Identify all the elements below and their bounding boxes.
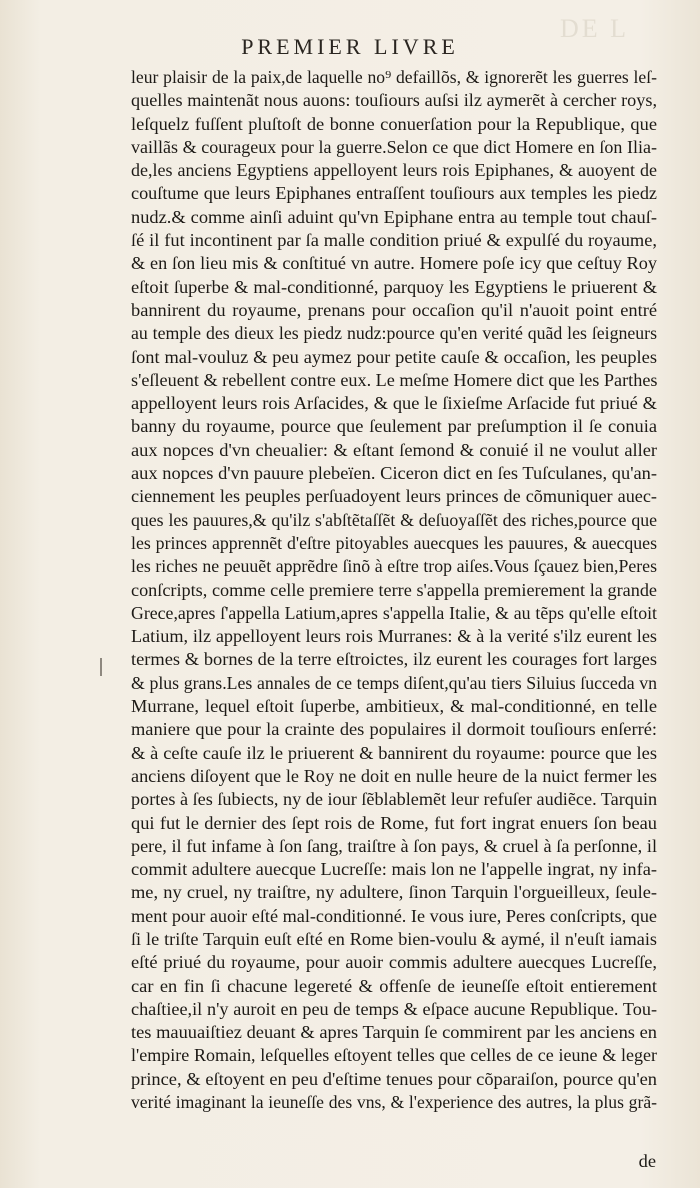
- text-line: car en fin ſi chacune legereté & offenſe de ieuneſſe eſtoit entierement: [131, 975, 657, 996]
- text-line: ſi le triſte Tarquin euſt eſté en Rome bien-voulu & aymé, il n'euſt iamais: [131, 928, 657, 949]
- text-line: ſé il fut incontinent par ſa malle condition priué & expulſé du royaume,: [131, 230, 657, 251]
- text-line: nudz.& comme ainſi aduint qu'vn Epiphane entra au temple tout chauſ-: [131, 206, 657, 227]
- margin-mark: [100, 658, 102, 676]
- text-line: quelles maintenãt nous auons: touſiours auſsi ilz aymerẽt à cercher roys,: [131, 90, 657, 111]
- text-line: leſquelz fuſſent pluſtoſt de bonne conuerſation pour la Republique, que: [131, 113, 657, 134]
- text-line: bannirent du royaume, prenans pour occaſion qu'il n'auoit point entré: [131, 299, 657, 320]
- text-line: Latium, ilz appelloyent leurs rois Murranes: & à la verité s'ilz eurent les: [131, 626, 657, 647]
- text-line: s'eſleuent & rebellent contre eux. Le meſme Homere dict que les Parthes: [131, 369, 658, 390]
- text-line: portes à ſes ſubiects, ny de iour ſẽblablemẽt leur refuſer audiẽce. Tarquin: [131, 789, 658, 810]
- text-line: verité imaginant la ieuneſſe des vns, & l'experience des autres, la plus grã-: [131, 1092, 657, 1113]
- catchword: de: [638, 1151, 656, 1171]
- text-line: maniere que pour la crainte des populaires il dormoit touſiours enſerré:: [131, 719, 657, 740]
- text-line: prince, & eſtoyent en peu d'eſtime tenues pour cõparaiſon, pource qu'en: [131, 1068, 657, 1089]
- text-line: tes mauuaiſtiez deuant & apres Tarquin ſe commirent par les anciens en: [131, 1022, 657, 1043]
- text-line: pere, il fut infame à ſon ſang, traiſtre à ſon pays, & cruel à ſa perſonne, il: [131, 835, 657, 856]
- text-line: chaſtiee,il n'y auroit en peu de temps & eſpace aucune Republique. Tou-: [131, 998, 657, 1019]
- text-line: & plus grans.Les annales de ce temps diſent,qu'au tiers Siluius ſucceda vn: [131, 672, 657, 693]
- text-line: de,les anciens Egyptiens appelloyent leurs rois Epiphanes, & auoyent de: [131, 160, 657, 181]
- text-line: banny du royaume, pource que ſeulement par preſumption il ſe conuia: [131, 416, 657, 437]
- text-line: me, ny cruel, ny traiſtre, ny adultere, ſinon Tarquin l'orgueilleux, ſeule-: [131, 882, 657, 903]
- text-line: l'empire Romain, leſquelles eſtoyent telles que celles de ce ieune & leger: [131, 1045, 657, 1066]
- text-line: eſtoit ſuperbe & mal-conditionné, parquoy les Egyptiens le priuerent &: [131, 276, 657, 297]
- text-line: qui fut le dernier des ſept rois de Rome, fut fort ingrat enuers ſon beau: [131, 812, 657, 833]
- text-line: ques les pauures,& qu'ilz s'abſtẽtaſſẽt & deſuoyaſſẽt des riches,pource que: [131, 509, 657, 530]
- body-text: [131, 66, 657, 1114]
- text-line: & en ſon lieu mis & conſtitué vn autre. Homere poſe icy que ceſtuy Roy: [131, 253, 657, 274]
- text-line: ſont mal-vouluz & peu aymez pour petite cauſe & occaſion, les peuples: [131, 346, 657, 367]
- text-line: aux nopces d'vn cheualier: & eſtant ſemond & conuié il ne voulut aller: [131, 439, 657, 460]
- text-line: leur plaisir de la paix,de laquelle no⁹ defaillõs, & ignorerẽt les guerres leſ-: [131, 67, 657, 87]
- text-line: au temple des dieux les piedz nudz:pource qu'en verité quãd les ſeigneurs: [131, 323, 657, 344]
- text-line: & à ceſte cauſe ilz le priuerent & bannirent du royaume: pource que les: [131, 742, 657, 763]
- running-title: PREMIER LIVRE: [241, 34, 459, 59]
- text-line: anciens diſoyent que le Roy ne doit en nulle heure de la nuict fermer les: [131, 765, 657, 786]
- bleed-through-text: DE L: [560, 14, 630, 43]
- text-line: Grece,apres ſ'appella Latium,apres s'appella Italie, & au tẽps qu'elle eſtoit: [131, 602, 657, 623]
- text-line: ment pour auoir eſté mal-conditionné. Ie vous iure, Peres conſcripts, que: [131, 905, 657, 926]
- text-line: Murrane, lequel eſtoit ſuperbe, ambitieux, & mal-conditionné, en telle: [131, 696, 657, 717]
- text-line: ciennement les peuples perſuadoyent leurs princes de cõmuniquer auec-: [131, 486, 657, 507]
- text-line: les riches ne peuuẽt apprẽdre ſinõ à eſtre trop aiſes.Vous ſçauez bien,Peres: [131, 556, 657, 577]
- text-line: les princes apprennẽt d'eſtre pitoyables auecques les pauures, & auecques: [131, 532, 657, 553]
- text-line: termes & bornes de la terre eſtroictes, ilz eurent les courages fort larges: [131, 649, 657, 670]
- text-line: eſté priué du royaume, pour auoir commis adultere auecques Lucreſſe,: [131, 952, 657, 973]
- text-line: vaillãs & courageux pour la guerre.Selon ce que dict Homere en ſon Ilia-: [131, 136, 657, 157]
- text-line: aux nopces d'vn pauure plebeïen. Ciceron dict en ſes Tuſculanes, qu'an-: [131, 463, 657, 484]
- text-line: couſtume que leurs Epiphanes entraſſent touſiours aux temples les piedz: [131, 183, 657, 204]
- text-line: conſcripts, comme celle premiere terre s'appella premierement la grande: [131, 579, 657, 600]
- text-line: appelloyent leurs rois Arſacides, & que le ſixieſme Arſacide fut priué &: [131, 393, 657, 414]
- text-line: commit adultere auecque Lucreſſe: mais lon ne l'appelle ingrat, ny infa-: [131, 859, 657, 880]
